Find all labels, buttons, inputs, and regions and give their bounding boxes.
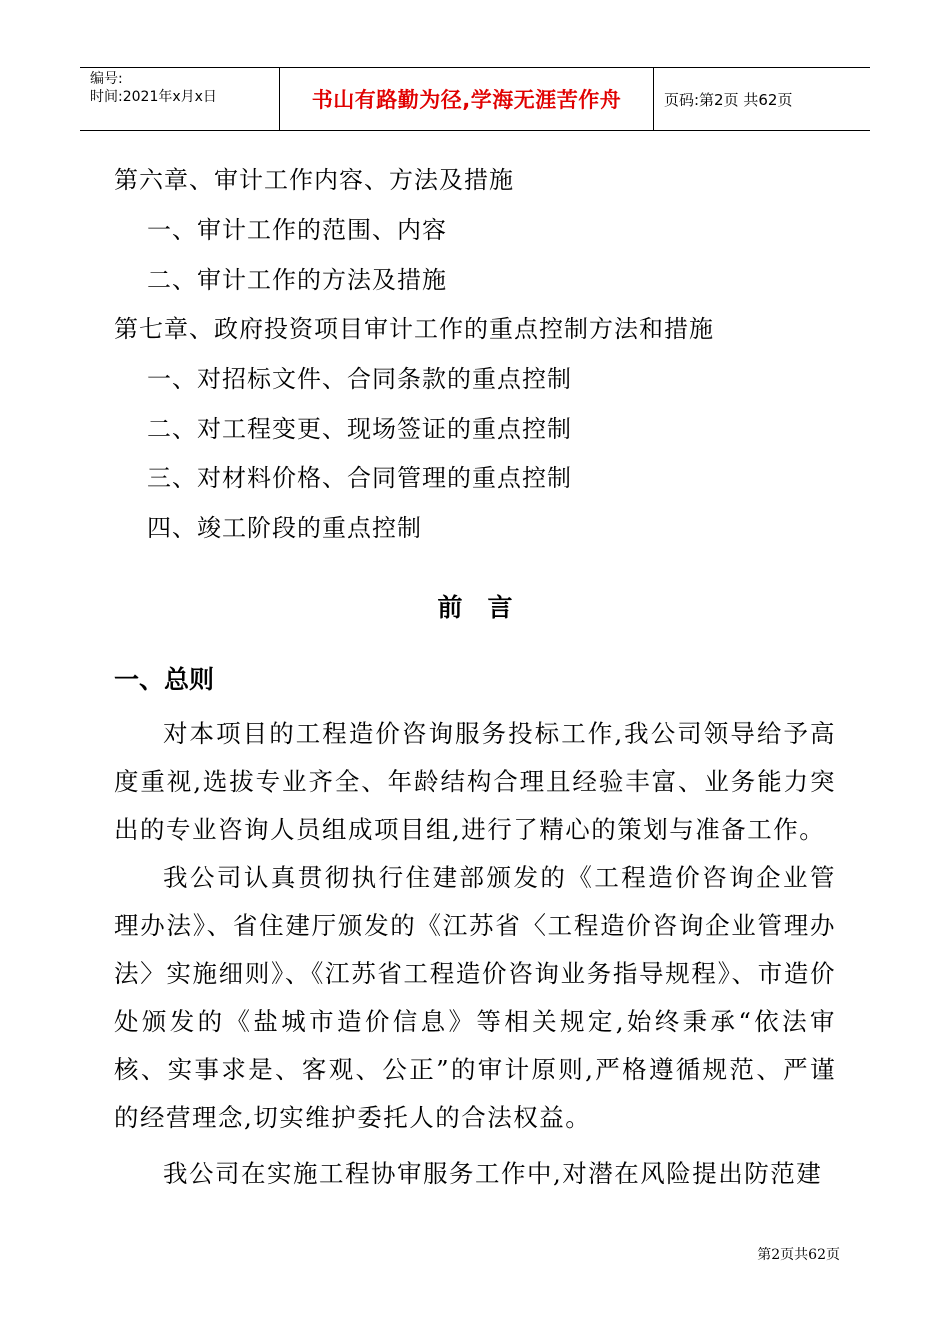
body-paragraph: 我公司在实施工程协审服务工作中,对潜在风险提出防范建	[163, 1159, 823, 1188]
header-meta	[80, 68, 280, 130]
preface-title: 前 言	[437, 593, 513, 622]
document-time: 时间:2021年x月x日	[90, 89, 217, 105]
toc-item: 二、审计工作的方法及措施	[147, 266, 447, 294]
toc-chapter-7: 第七章、政府投资项目审计工作的重点控制方法和措施	[114, 315, 714, 343]
body-paragraph: 我公司认真贯彻执行住建部颁发的《工程造价咨询企业管理办法》、省住建厅颁发的《江苏省〈工程造价咨询企业管理办法〉实施细则》、《江苏省工程造价咨询业务指导规程》、市造价处颁发的《盐城市造价信息》等相关规定,始终秉承“依法审核、实事求是、客观、公正”的审计原则,严格遵循规范、严谨的经营理念,切实维护委托人的合法权益。	[114, 863, 836, 1132]
body-paragraph: 对本项目的工程造价咨询服务投标工作,我公司领导给予高度重视,选拔专业齐全、年龄结构合理且经验丰富、业务能力突出的专业咨询人员组成项目组,进行了精心的策划与准备工作。	[114, 719, 836, 844]
toc-item: 三、对材料价格、合同管理的重点控制	[147, 464, 572, 492]
document-number-label: 编号:	[90, 71, 123, 87]
toc-item: 四、竣工阶段的重点控制	[147, 514, 422, 542]
toc-chapter-6: 第六章、审计工作内容、方法及措施	[114, 166, 514, 194]
toc-item: 一、对招标文件、合同条款的重点控制	[147, 365, 572, 393]
page-header	[80, 67, 870, 131]
toc-item: 一、审计工作的范围、内容	[147, 216, 447, 244]
header-page-info: 页码:第2页 共62页	[664, 90, 793, 109]
toc-item: 二、对工程变更、现场签证的重点控制	[147, 415, 572, 443]
page-footer: 第2页共62页	[757, 1247, 840, 1263]
section-title: 一、总则	[114, 665, 215, 694]
header-motto: 书山有路勤为径,学海无涯苦作舟	[280, 68, 654, 130]
